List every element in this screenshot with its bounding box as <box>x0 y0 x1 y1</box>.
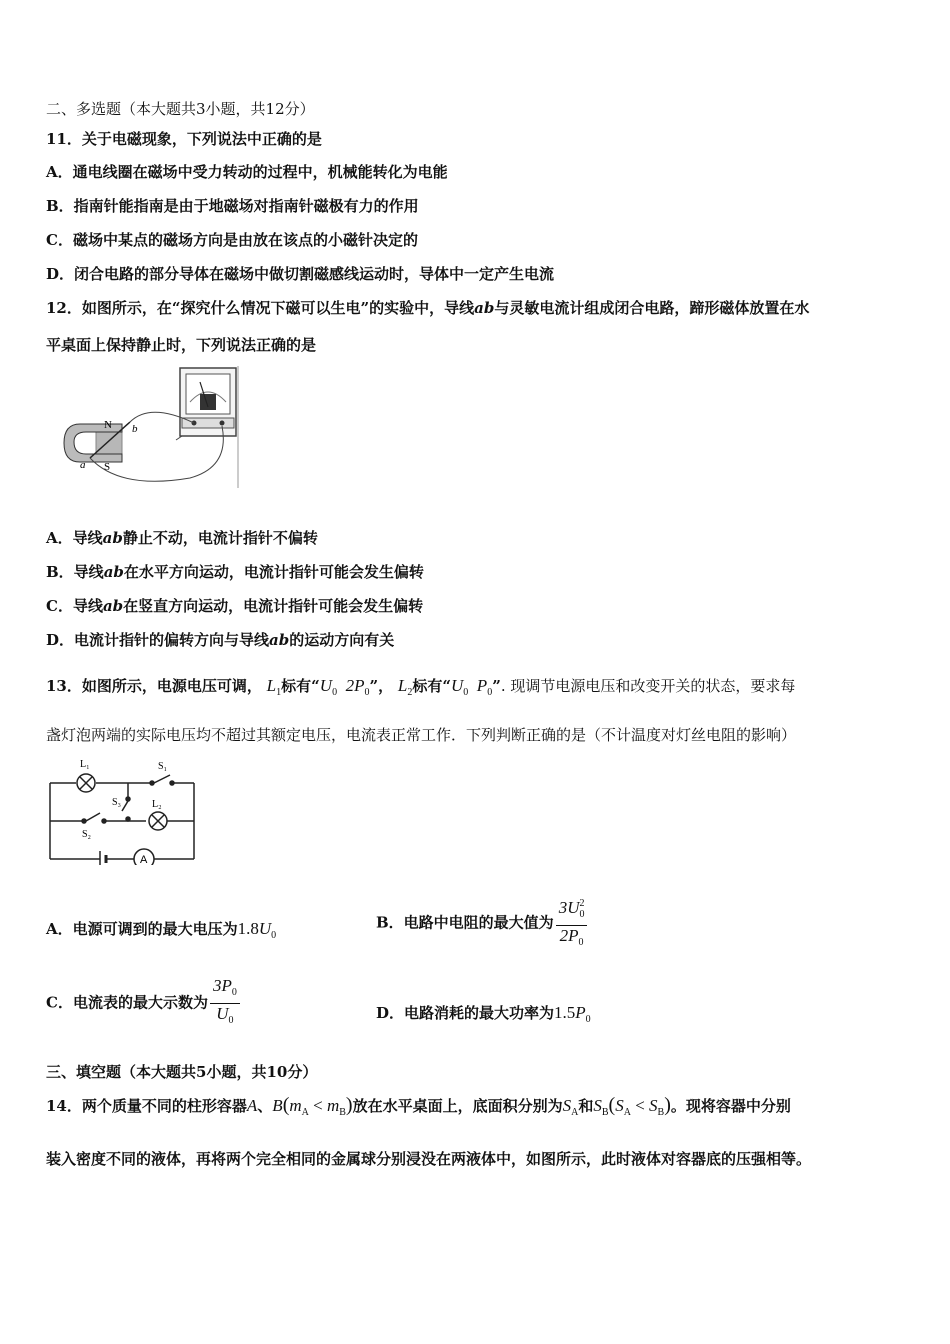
fig-label-n: N <box>104 419 112 431</box>
circuit-label-l2: L₂ <box>152 799 162 810</box>
q13-stem-line1 <box>46 672 795 707</box>
q13-circuit-diagram <box>46 755 206 865</box>
q12-option-b-suffix: 在水平方向运动，电流计指针可能会发生偏转 <box>123 563 424 581</box>
q13-close-quote-1: ”， <box>369 677 394 695</box>
q12-option-b <box>46 561 424 583</box>
q13-close-quote-2: ” <box>492 677 501 695</box>
fig-label-b: b <box>132 423 138 435</box>
q13-stem-b: . 现调节电源电压和改变开关的状态，要求每 <box>500 677 796 695</box>
q12-option-d <box>46 629 394 651</box>
q13-option-a <box>46 916 276 949</box>
fig-label-a: a <box>80 459 86 471</box>
q13-open-quote-2: “ <box>442 677 452 695</box>
q14-var-a: A <box>246 1096 258 1115</box>
q12-stem-b: 与灵敏电流计组成闭合电路，蹄形磁体放置在水 <box>494 299 810 317</box>
q12-experiment-figure <box>60 362 250 492</box>
q13-rating-1: $U_0$ $2P_0$ <box>319 676 370 698</box>
q14-sb-condition: $S_B(S_A < S_B)$ <box>593 1094 671 1118</box>
q14-stem-line1 <box>46 1090 791 1128</box>
q13-option-b-fraction: $\frac{3U^2_0}{2P_0}$ <box>556 894 588 953</box>
q12-option-a-suffix: 静止不动，电流计指针不偏转 <box>122 529 318 547</box>
q12-option-c-suffix: 在竖直方向运动，电流计指针可能会发生偏转 <box>123 597 424 615</box>
q13-stem-line2: 盏灯泡两端的实际电压均不超过其额定电压，电流表正常工作．下列判断正确的是（不计温度对灯丝电阻的影响） <box>46 726 797 744</box>
q13-option-d <box>376 1000 591 1033</box>
q12-option-a-ab: ab <box>102 529 123 547</box>
q13-l1: $L_1$ <box>266 676 282 698</box>
q12-stem-a: 12．如图所示，在“探究什么情况下磁可以生电”的实验中，导线 <box>46 299 475 317</box>
q14-var-b-mass: $B(m_A < m_B)$ <box>272 1094 353 1118</box>
q13-option-b <box>376 894 589 953</box>
q13-option-c-text: C．电流表的最大示数为 <box>46 993 208 1012</box>
q13-option-d-text: D．电路消耗的最大功率为 <box>376 1004 555 1022</box>
q12-stem-line1 <box>46 297 809 319</box>
q13-option-b-text: B．电路中电阻的最大值为 <box>376 913 554 932</box>
q11-option-a: A．通电线圈在磁场中受力转动的过程中，机械能转化为电能 <box>46 163 448 181</box>
q13-option-a-text: A．电源可调到的最大电压为 <box>46 920 238 938</box>
q12-option-b-ab: ab <box>103 563 124 581</box>
q12-option-b-prefix: B．导线 <box>46 563 104 581</box>
q14-stem-a: 14．两个质量不同的柱形容器 <box>46 1097 247 1115</box>
q14-mid: 放在水平桌面上，底面积分别为 <box>352 1097 563 1115</box>
circuit-label-s1: S₁ <box>158 761 168 772</box>
q12-stem-line2: 平桌面上保持静止时，下列说法正确的是 <box>46 336 317 354</box>
q12-ab: ab <box>474 299 495 317</box>
q13-biaoyou1: 标有 <box>281 677 312 695</box>
q13-option-c-fraction: $\frac{3P_0}{U_0}$ <box>210 976 240 1031</box>
q12-option-c-ab: ab <box>102 597 124 615</box>
q12-option-c <box>46 595 423 617</box>
q14-stem-line2: 装入密度不同的液体，再将两个完全相同的金属球分别浸没在两液体中，如图所示，此时液体对容器底的压强相等。 <box>46 1150 812 1168</box>
q11-option-c: C．磁场中某点的磁场方向是由放在该点的小磁针决定的 <box>46 231 418 249</box>
circuit-label-l1: L₁ <box>80 759 90 770</box>
section2-heading: 二、多选题（本大题共3小题，共12分） <box>46 100 315 118</box>
q13-biaoyou2: 标有 <box>412 677 443 695</box>
section3-heading: 三、填空题（本大题共5小题，共10分） <box>46 1063 318 1081</box>
q14-he: 和 <box>578 1097 594 1115</box>
q11-option-d: D．闭合电路的部分导体在磁场中做切割磁感线运动时，导体中一定产生电流 <box>46 265 555 283</box>
q13-rating-2: $U_0$ $P_0$ <box>451 676 493 698</box>
q14-dun: 、 <box>257 1097 273 1115</box>
q13-option-d-value: $1.5P_0$ <box>554 1003 591 1025</box>
q11-option-b: B．指南针能指南是由于地磁场对指南针磁极有力的作用 <box>46 197 419 215</box>
circuit-label-s2: S₂ <box>82 829 92 840</box>
q12-option-d-suffix: 的运动方向有关 <box>289 631 395 649</box>
q13-stem-a: 13．如图所示，电源电压可调， <box>46 677 262 695</box>
q13-open-quote-1: “ <box>311 677 320 695</box>
q11-stem: 11．关于电磁现象，下列说法中正确的是 <box>46 130 322 148</box>
q12-option-a-prefix: A．导线 <box>46 529 103 547</box>
fig-label-s: S <box>104 461 111 473</box>
q12-option-d-ab: ab <box>269 631 290 649</box>
circuit-label-s3: S₃ <box>112 797 122 808</box>
q14-end: 。现将容器中分别 <box>670 1097 791 1115</box>
q12-option-a <box>46 527 318 549</box>
circuit-label-ammeter: A <box>140 854 148 865</box>
q14-sa: $S_A$ <box>562 1096 579 1118</box>
q12-option-c-prefix: C．导线 <box>46 597 103 615</box>
q13-l2: $L_2$ <box>397 676 413 698</box>
q13-option-a-value: $1.8U_0$ <box>237 919 277 941</box>
q13-option-c <box>46 976 242 1031</box>
q12-option-d-prefix: D．电流计指针的偏转方向与导线 <box>46 631 270 649</box>
